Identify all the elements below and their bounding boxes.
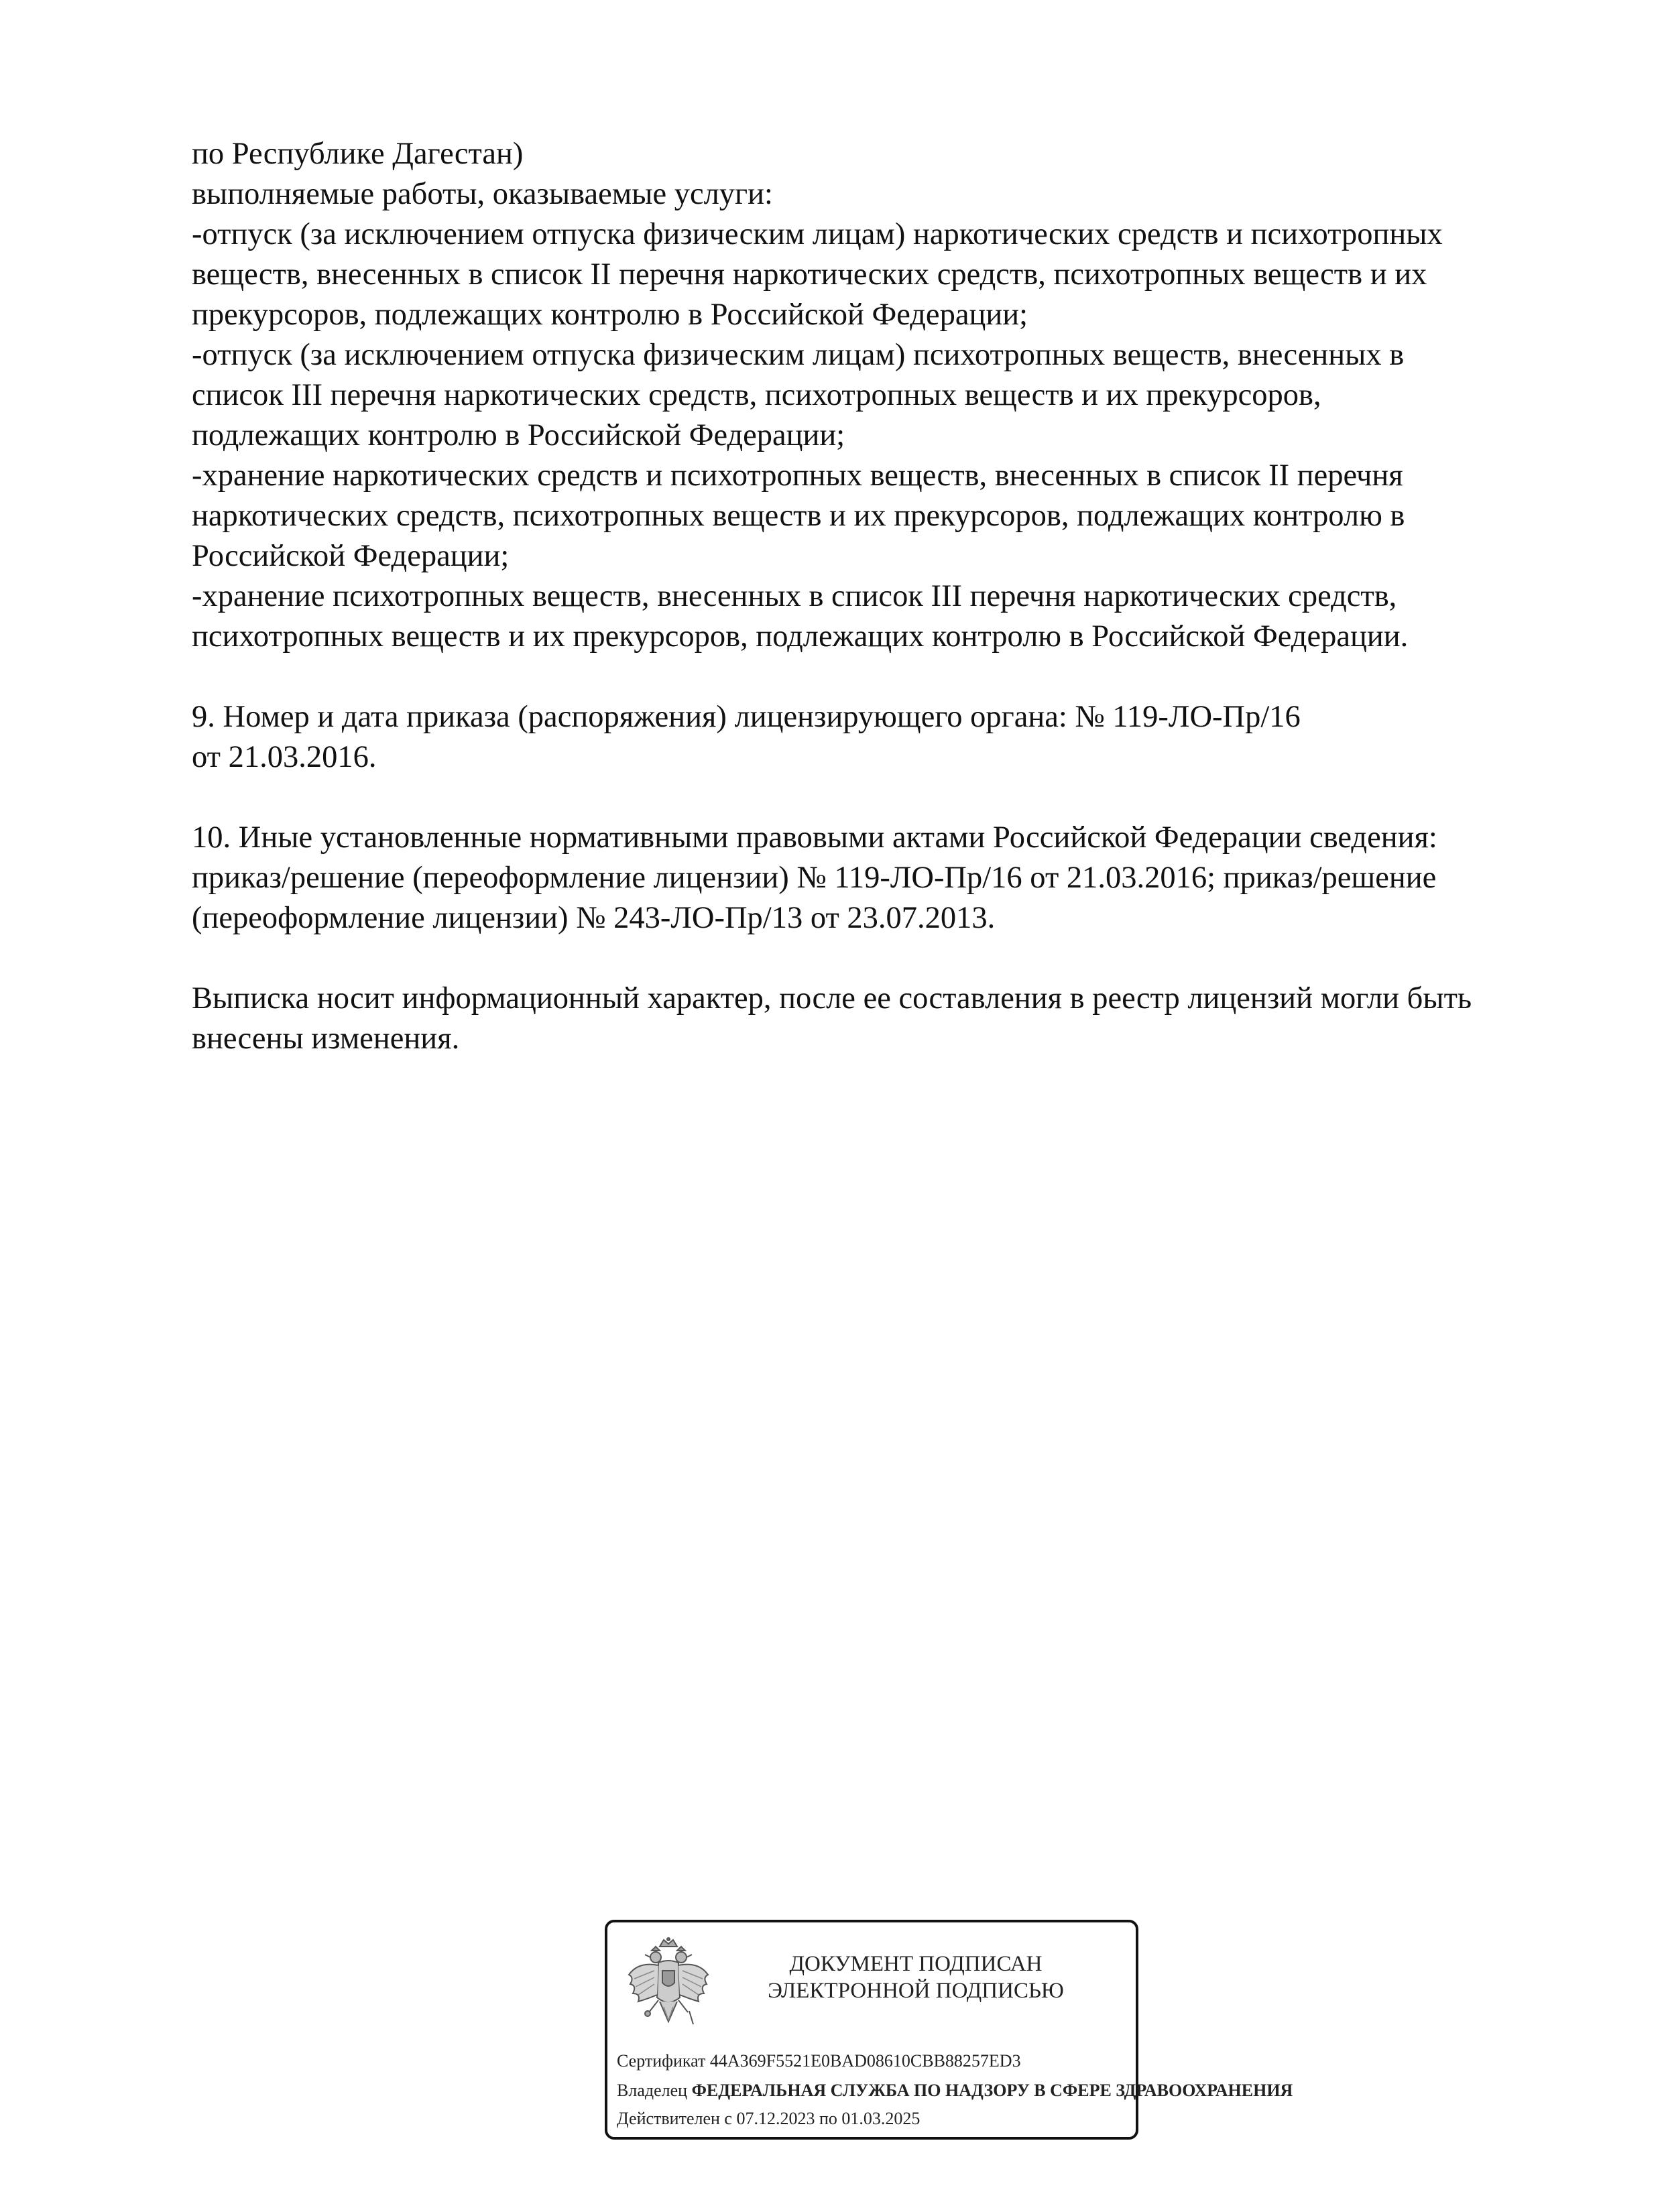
body-line: подлежащих контролю в Российской Федерации; <box>192 418 845 452</box>
body-line: выполняемые работы, оказываемые услуги: <box>192 177 773 211</box>
electronic-signature-stamp <box>605 1920 1293 2140</box>
owner-line <box>617 2081 1293 2101</box>
document-body <box>192 134 1559 1059</box>
paragraph-gap <box>192 657 1559 697</box>
certificate-value: 44A369F5521E0BAD08610CBB88257ED3 <box>709 2051 1021 2071</box>
body-line: по Республике Дагестан) <box>192 137 524 171</box>
certificate-line <box>617 2051 1021 2071</box>
stamp-title-line-2: ЭЛЕКТРОННОЙ ПОДПИСЬЮ <box>768 1979 1064 2003</box>
item-10-line: приказ/решение (переоформление лицензии) № 119-ЛО-Пр/16 от 21.03.2016; приказ/решение <box>192 861 1437 895</box>
owner-value: ФЕДЕРАЛЬНАЯ СЛУЖБА ПО НАДЗОРУ В СФЕРЕ ЗДРАВООХРАНЕНИЯ <box>691 2081 1293 2100</box>
body-line: список III перечня наркотических средств, психотропных веществ и их прекурсоров, <box>192 378 1321 412</box>
paragraph-gap <box>192 938 1559 979</box>
body-line: веществ, внесенных в список II перечня наркотических средств, психотропных веществ и их <box>192 257 1427 292</box>
item-9-line: 9. Номер и дата приказа (распоряжения) лицензирующего органа: № 119-ЛО-Пр/16 <box>192 700 1301 734</box>
coat-of-arms-icon <box>625 1937 712 2038</box>
body-line: прекурсоров, подлежащих контролю в Российской Федерации; <box>192 298 1028 332</box>
validity-line: Действителен с 07.12.2023 по 01.03.2025 <box>617 2109 921 2128</box>
item-9-line: от 21.03.2016. <box>192 740 377 774</box>
note-line: внесены изменения. <box>192 1022 460 1056</box>
note-line: Выписка носит информационный характер, после ее составления в реестр лицензий могли быть <box>192 981 1472 1016</box>
stamp-title-line-1: ДОКУМЕНТ ПОДПИСАН <box>789 1952 1043 1976</box>
body-line: -хранение наркотических средств и психотропных веществ, внесенных в список II перечня <box>192 458 1403 493</box>
owner-label: Владелец <box>617 2081 688 2100</box>
item-10-line: (переоформление лицензии) № 243-ЛО-Пр/13 от 23.07.2013. <box>192 901 996 935</box>
body-line: -хранение психотропных веществ, внесенных в список III перечня наркотических средств, <box>192 579 1397 613</box>
body-line: психотропных веществ и их прекурсоров, подлежащих контролю в Российской Федерации. <box>192 619 1409 654</box>
body-line: -отпуск (за исключением отпуска физическим лицам) психотропных веществ, внесенных в <box>192 338 1405 372</box>
paragraph-gap <box>192 778 1559 818</box>
body-line: -отпуск (за исключением отпуска физическим лицам) наркотических средств и психотропных <box>192 217 1443 251</box>
certificate-label: Сертификат <box>617 2051 706 2071</box>
item-10-line: 10. Иные установленные нормативными правовыми актами Российской Федерации сведения: <box>192 820 1437 855</box>
body-line: наркотических средств, психотропных веществ и их прекурсоров, подлежащих контролю в <box>192 499 1405 533</box>
body-line: Российской Федерации; <box>192 539 510 573</box>
